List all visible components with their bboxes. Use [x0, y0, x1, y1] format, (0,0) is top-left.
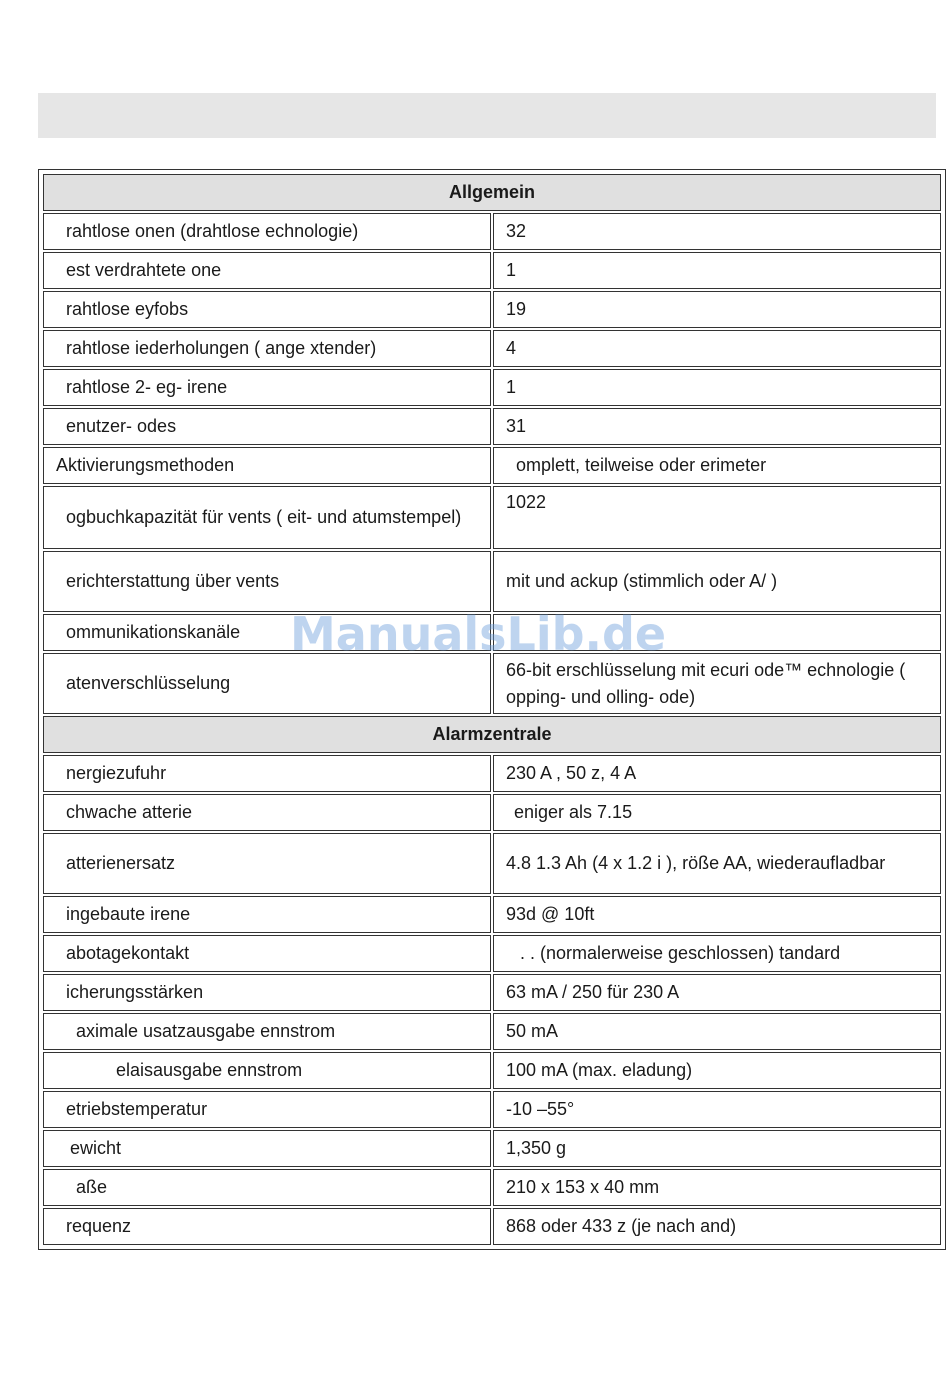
row-value: mit und ackup (stimmlich oder A/ ) [493, 551, 941, 612]
row-value: 93d @ 10ft [493, 896, 941, 933]
table-row [43, 653, 941, 714]
table-row [43, 486, 941, 549]
table-row [43, 330, 941, 367]
row-label: rahtlose iederholungen ( ange xtender) [43, 330, 491, 367]
row-label: erichterstattung über vents [43, 551, 491, 612]
table-row [43, 252, 941, 289]
row-value: 4.8 1.3 Ah (4 x 1.2 i ), röße AA, wiederaufladbar [493, 833, 941, 894]
row-value: 19 [493, 291, 941, 328]
row-value: -10 –55° [493, 1091, 941, 1128]
table-row [43, 1169, 941, 1206]
table-row [43, 755, 941, 792]
watermark: ManualsLib.de [290, 607, 667, 661]
row-label: rahtlose eyfobs [43, 291, 491, 328]
row-label: ingebaute irene [43, 896, 491, 933]
row-label: aximale usatzausgabe ennstrom [43, 1013, 491, 1050]
table-row [43, 974, 941, 1011]
row-label: ewicht [43, 1130, 491, 1167]
row-label: abotagekontakt [43, 935, 491, 972]
table-row [43, 291, 941, 328]
table-row [43, 408, 941, 445]
row-label: ogbuchkapazität für vents ( eit- und atumstempel) [43, 486, 491, 549]
row-label: elaisausgabe ennstrom [43, 1052, 491, 1089]
row-value: 210 x 153 x 40 mm [493, 1169, 941, 1206]
row-value: 1 [493, 369, 941, 406]
section-header-allgemein [43, 174, 941, 211]
table-row [43, 447, 941, 484]
row-label: requenz [43, 1208, 491, 1245]
row-value: 66-bit erschlüsselung mit ecuri ode™ echnologie ( opping- und olling- ode) [493, 653, 941, 714]
row-value: 100 mA (max. eladung) [493, 1052, 941, 1089]
row-value: 1 [493, 252, 941, 289]
row-value: 868 oder 433 z (je nach and) [493, 1208, 941, 1245]
row-label: nergiezufuhr [43, 755, 491, 792]
table-row [43, 833, 941, 894]
row-label: rahtlose onen (drahtlose echnologie) [43, 213, 491, 250]
spec-table [38, 169, 946, 1250]
table-row [43, 213, 941, 250]
row-value: 63 mA / 250 für 230 A [493, 974, 941, 1011]
row-value: omplett, teilweise oder erimeter [493, 447, 941, 484]
section-title: Allgemein [43, 174, 941, 211]
table-row [43, 794, 941, 831]
row-label: atenverschlüsselung [43, 653, 491, 714]
section-title: Alarmzentrale [43, 716, 941, 753]
table-row [43, 614, 941, 651]
row-label: chwache atterie [43, 794, 491, 831]
row-value: 31 [493, 408, 941, 445]
row-value: 1,350 g [493, 1130, 941, 1167]
table-row [43, 369, 941, 406]
row-label: ommunikationskanäle [43, 614, 491, 651]
row-value [493, 614, 941, 651]
table-row [43, 1208, 941, 1245]
table-row [43, 1052, 941, 1089]
header-band [38, 93, 936, 138]
table-row [43, 1130, 941, 1167]
row-label: etriebstemperatur [43, 1091, 491, 1128]
section-header-alarmzentrale [43, 716, 941, 753]
row-label: icherungsstärken [43, 974, 491, 1011]
table-row [43, 896, 941, 933]
table-row [43, 551, 941, 612]
row-value: 32 [493, 213, 941, 250]
row-label: rahtlose 2- eg- irene [43, 369, 491, 406]
row-value: . . (normalerweise geschlossen) tandard [493, 935, 941, 972]
row-label: est verdrahtete one [43, 252, 491, 289]
row-value: eniger als 7.15 [493, 794, 941, 831]
row-label: aße [43, 1169, 491, 1206]
table-row [43, 935, 941, 972]
row-label: atterienersatz [43, 833, 491, 894]
row-value: 4 [493, 330, 941, 367]
row-value: 50 mA [493, 1013, 941, 1050]
row-label: Aktivierungsmethoden [43, 447, 491, 484]
table-row [43, 1091, 941, 1128]
row-value: 1022 [493, 486, 941, 549]
row-label: enutzer- odes [43, 408, 491, 445]
table-row [43, 1013, 941, 1050]
row-value: 230 A , 50 z, 4 A [493, 755, 941, 792]
